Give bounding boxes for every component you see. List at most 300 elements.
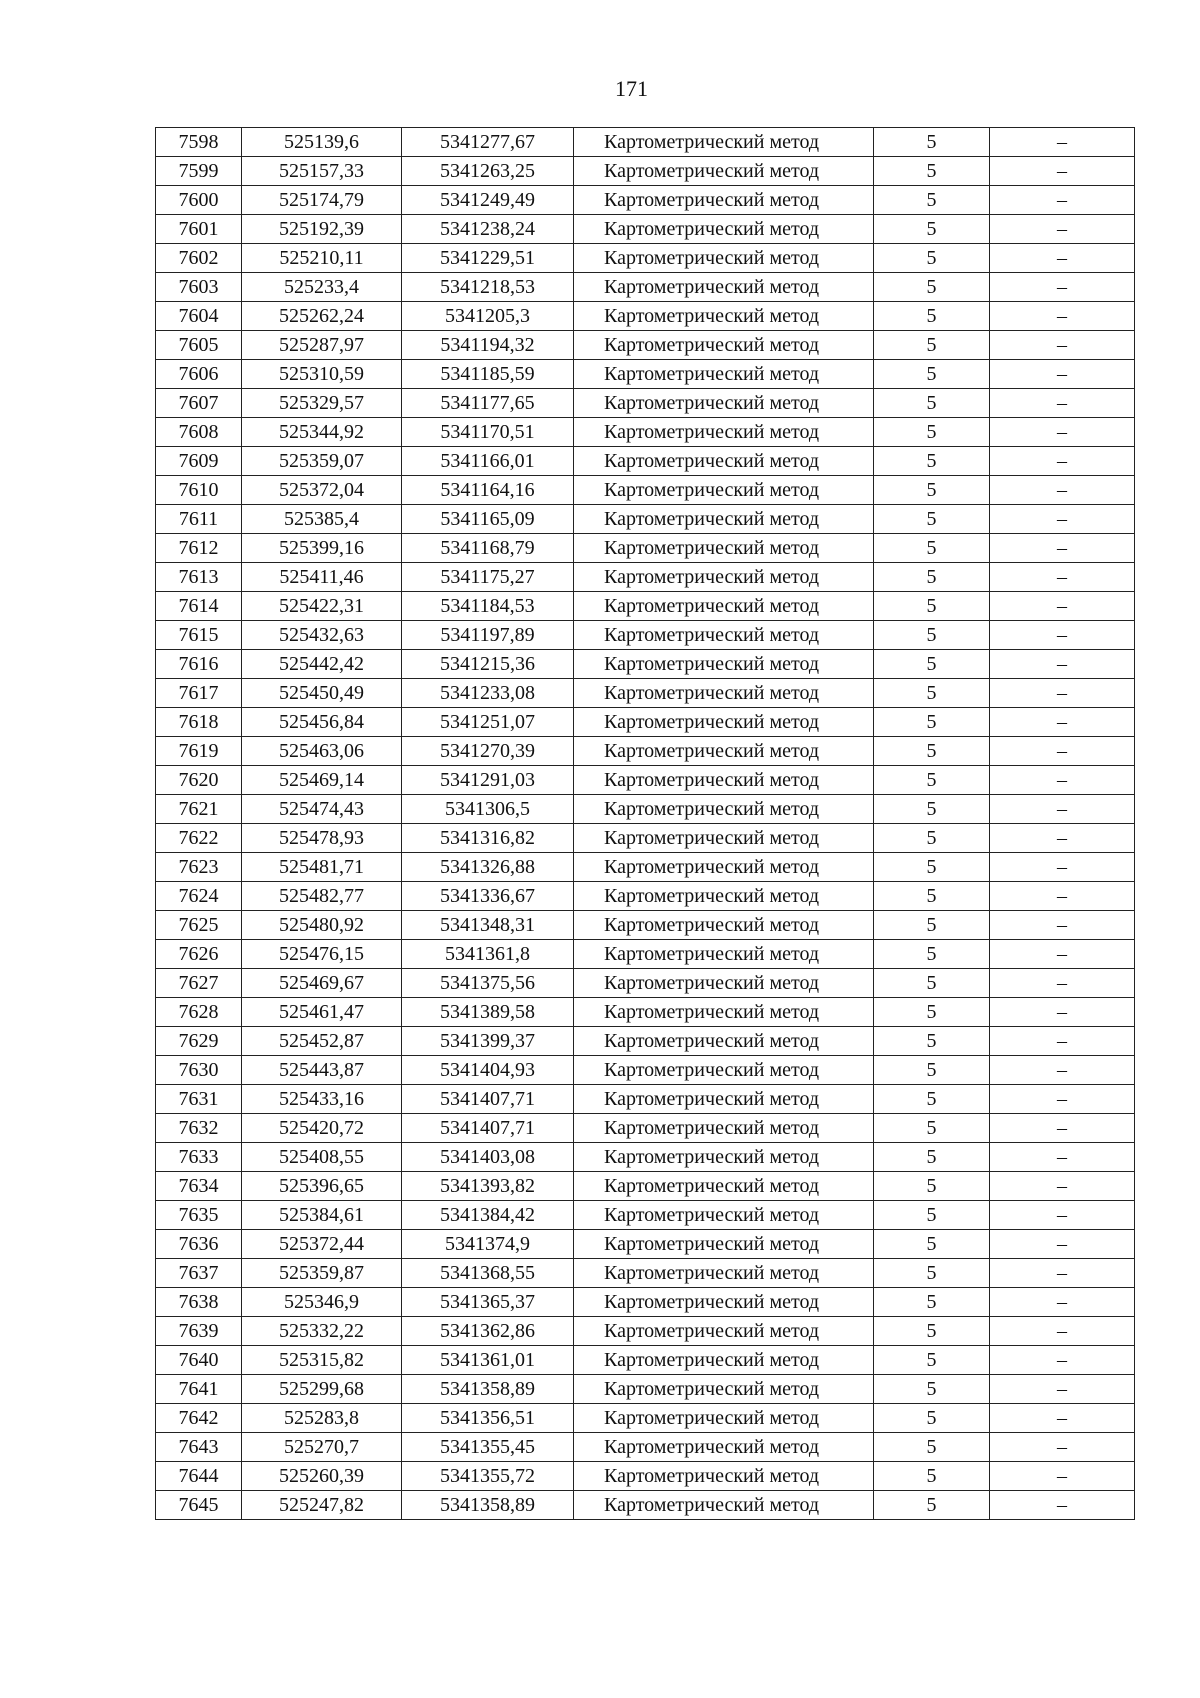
cell-point-number: 7608: [156, 418, 242, 447]
cell-coord-x: 525433,16: [242, 1085, 402, 1114]
table-row: [156, 418, 1135, 447]
cell-point-number: 7628: [156, 998, 242, 1027]
cell-point-number: 7639: [156, 1317, 242, 1346]
cell-coord-y: 5341164,16: [402, 476, 574, 505]
cell-accuracy: 5: [874, 1230, 990, 1259]
table-row: [156, 1172, 1135, 1201]
cell-coord-y: 5341358,89: [402, 1375, 574, 1404]
table-row: [156, 302, 1135, 331]
cell-accuracy: 5: [874, 360, 990, 389]
cell-coord-x: 525270,7: [242, 1433, 402, 1462]
table-row: [156, 969, 1135, 998]
table-row: [156, 1085, 1135, 1114]
cell-coord-x: 525329,57: [242, 389, 402, 418]
cell-coord-y: 5341355,45: [402, 1433, 574, 1462]
cell-coord-x: 525442,42: [242, 650, 402, 679]
cell-method: Картометрический метод: [574, 1027, 874, 1056]
cell-coord-x: 525411,46: [242, 563, 402, 592]
cell-method: Картометрический метод: [574, 1172, 874, 1201]
cell-note: –: [990, 824, 1135, 853]
cell-coord-x: 525315,82: [242, 1346, 402, 1375]
cell-accuracy: 5: [874, 1172, 990, 1201]
cell-coord-x: 525157,33: [242, 157, 402, 186]
cell-accuracy: 5: [874, 824, 990, 853]
cell-point-number: 7603: [156, 273, 242, 302]
cell-coord-y: 5341326,88: [402, 853, 574, 882]
cell-accuracy: 5: [874, 1375, 990, 1404]
table-row: [156, 1375, 1135, 1404]
cell-coord-y: 5341170,51: [402, 418, 574, 447]
table-row: [156, 1288, 1135, 1317]
cell-coord-x: 525476,15: [242, 940, 402, 969]
cell-method: Картометрический метод: [574, 331, 874, 360]
cell-method: Картометрический метод: [574, 302, 874, 331]
table-row: [156, 505, 1135, 534]
cell-coord-x: 525299,68: [242, 1375, 402, 1404]
cell-method: Картометрический метод: [574, 1230, 874, 1259]
cell-note: –: [990, 1143, 1135, 1172]
cell-point-number: 7629: [156, 1027, 242, 1056]
table-row: [156, 1404, 1135, 1433]
cell-note: –: [990, 302, 1135, 331]
cell-point-number: 7605: [156, 331, 242, 360]
cell-point-number: 7619: [156, 737, 242, 766]
cell-note: –: [990, 1230, 1135, 1259]
cell-note: –: [990, 1288, 1135, 1317]
cell-note: –: [990, 621, 1135, 650]
cell-note: –: [990, 1346, 1135, 1375]
cell-accuracy: 5: [874, 621, 990, 650]
cell-coord-y: 5341393,82: [402, 1172, 574, 1201]
cell-coord-x: 525174,79: [242, 186, 402, 215]
table-row: [156, 708, 1135, 737]
cell-coord-y: 5341316,82: [402, 824, 574, 853]
cell-point-number: 7622: [156, 824, 242, 853]
table-row: [156, 766, 1135, 795]
cell-note: –: [990, 882, 1135, 911]
cell-point-number: 7615: [156, 621, 242, 650]
cell-note: –: [990, 853, 1135, 882]
cell-coord-x: 525480,92: [242, 911, 402, 940]
cell-accuracy: 5: [874, 1114, 990, 1143]
cell-point-number: 7613: [156, 563, 242, 592]
cell-method: Картометрический метод: [574, 1404, 874, 1433]
cell-accuracy: 5: [874, 940, 990, 969]
cell-point-number: 7640: [156, 1346, 242, 1375]
cell-accuracy: 5: [874, 128, 990, 157]
table-row: [156, 563, 1135, 592]
cell-accuracy: 5: [874, 1056, 990, 1085]
cell-point-number: 7609: [156, 447, 242, 476]
cell-method: Картометрический метод: [574, 1085, 874, 1114]
table-row: [156, 1056, 1135, 1085]
cell-coord-x: 525443,87: [242, 1056, 402, 1085]
cell-point-number: 7620: [156, 766, 242, 795]
cell-coord-y: 5341358,89: [402, 1491, 574, 1520]
cell-point-number: 7614: [156, 592, 242, 621]
cell-point-number: 7600: [156, 186, 242, 215]
cell-method: Картометрический метод: [574, 621, 874, 650]
cell-point-number: 7633: [156, 1143, 242, 1172]
cell-note: –: [990, 1433, 1135, 1462]
cell-accuracy: 5: [874, 331, 990, 360]
cell-coord-y: 5341407,71: [402, 1114, 574, 1143]
cell-coord-x: 525260,39: [242, 1462, 402, 1491]
cell-method: Картометрический метод: [574, 1375, 874, 1404]
cell-coord-x: 525233,4: [242, 273, 402, 302]
cell-coord-y: 5341175,27: [402, 563, 574, 592]
cell-accuracy: 5: [874, 1433, 990, 1462]
cell-accuracy: 5: [874, 476, 990, 505]
table-row: [156, 911, 1135, 940]
cell-method: Картометрический метод: [574, 1259, 874, 1288]
cell-point-number: 7616: [156, 650, 242, 679]
cell-coord-x: 525192,39: [242, 215, 402, 244]
cell-coord-x: 525432,63: [242, 621, 402, 650]
cell-point-number: 7645: [156, 1491, 242, 1520]
table-row: [156, 476, 1135, 505]
cell-coord-y: 5341168,79: [402, 534, 574, 563]
table-row: [156, 186, 1135, 215]
table-row: [156, 853, 1135, 882]
cell-method: Картометрический метод: [574, 128, 874, 157]
cell-point-number: 7623: [156, 853, 242, 882]
cell-coord-x: 525247,82: [242, 1491, 402, 1520]
cell-coord-y: 5341374,9: [402, 1230, 574, 1259]
cell-note: –: [990, 1259, 1135, 1288]
cell-method: Картометрический метод: [574, 447, 874, 476]
cell-accuracy: 5: [874, 911, 990, 940]
cell-point-number: 7598: [156, 128, 242, 157]
cell-coord-y: 5341166,01: [402, 447, 574, 476]
coordinates-table-body: [156, 128, 1135, 1520]
cell-coord-x: 525452,87: [242, 1027, 402, 1056]
cell-coord-y: 5341197,89: [402, 621, 574, 650]
cell-accuracy: 5: [874, 1462, 990, 1491]
cell-coord-y: 5341249,49: [402, 186, 574, 215]
cell-point-number: 7617: [156, 679, 242, 708]
cell-method: Картометрический метод: [574, 592, 874, 621]
cell-note: –: [990, 737, 1135, 766]
cell-coord-y: 5341384,42: [402, 1201, 574, 1230]
table-row: [156, 1114, 1135, 1143]
cell-coord-x: 525359,87: [242, 1259, 402, 1288]
cell-method: Картометрический метод: [574, 418, 874, 447]
cell-method: Картометрический метод: [574, 766, 874, 795]
cell-accuracy: 5: [874, 650, 990, 679]
cell-note: –: [990, 1085, 1135, 1114]
table-row: [156, 215, 1135, 244]
table-row: [156, 592, 1135, 621]
cell-accuracy: 5: [874, 1259, 990, 1288]
cell-method: Картометрический метод: [574, 940, 874, 969]
cell-coord-y: 5341270,39: [402, 737, 574, 766]
table-row: [156, 621, 1135, 650]
cell-coord-x: 525461,47: [242, 998, 402, 1027]
cell-coord-x: 525422,31: [242, 592, 402, 621]
cell-coord-y: 5341336,67: [402, 882, 574, 911]
cell-point-number: 7624: [156, 882, 242, 911]
cell-coord-x: 525283,8: [242, 1404, 402, 1433]
cell-accuracy: 5: [874, 505, 990, 534]
table-row: [156, 1462, 1135, 1491]
cell-method: Картометрический метод: [574, 1346, 874, 1375]
cell-coord-y: 5341306,5: [402, 795, 574, 824]
table-row: [156, 331, 1135, 360]
cell-accuracy: 5: [874, 766, 990, 795]
cell-accuracy: 5: [874, 273, 990, 302]
cell-coord-y: 5341407,71: [402, 1085, 574, 1114]
cell-method: Картометрический метод: [574, 273, 874, 302]
cell-coord-y: 5341205,3: [402, 302, 574, 331]
cell-coord-y: 5341403,08: [402, 1143, 574, 1172]
cell-method: Картометрический метод: [574, 1288, 874, 1317]
cell-method: Картометрический метод: [574, 1056, 874, 1085]
cell-coord-x: 525139,6: [242, 128, 402, 157]
cell-method: Картометрический метод: [574, 157, 874, 186]
cell-accuracy: 5: [874, 1346, 990, 1375]
cell-note: –: [990, 795, 1135, 824]
cell-note: –: [990, 679, 1135, 708]
coordinates-table: [155, 127, 1135, 1520]
cell-note: –: [990, 331, 1135, 360]
cell-accuracy: 5: [874, 215, 990, 244]
cell-coord-x: 525420,72: [242, 1114, 402, 1143]
cell-accuracy: 5: [874, 882, 990, 911]
cell-point-number: 7606: [156, 360, 242, 389]
cell-coord-y: 5341361,8: [402, 940, 574, 969]
cell-method: Картометрический метод: [574, 882, 874, 911]
cell-point-number: 7612: [156, 534, 242, 563]
cell-coord-x: 525408,55: [242, 1143, 402, 1172]
cell-coord-y: 5341194,32: [402, 331, 574, 360]
cell-method: Картометрический метод: [574, 1462, 874, 1491]
cell-coord-x: 525346,9: [242, 1288, 402, 1317]
cell-coord-x: 525478,93: [242, 824, 402, 853]
cell-coord-y: 5341291,03: [402, 766, 574, 795]
cell-accuracy: 5: [874, 418, 990, 447]
cell-coord-x: 525287,97: [242, 331, 402, 360]
cell-note: –: [990, 1201, 1135, 1230]
cell-method: Картометрический метод: [574, 1201, 874, 1230]
cell-note: –: [990, 911, 1135, 940]
cell-method: Картометрический метод: [574, 853, 874, 882]
table-row: [156, 1346, 1135, 1375]
cell-point-number: 7631: [156, 1085, 242, 1114]
cell-coord-y: 5341368,55: [402, 1259, 574, 1288]
cell-coord-x: 525262,24: [242, 302, 402, 331]
cell-point-number: 7644: [156, 1462, 242, 1491]
cell-point-number: 7607: [156, 389, 242, 418]
cell-coord-x: 525474,43: [242, 795, 402, 824]
cell-method: Картометрический метод: [574, 1317, 874, 1346]
cell-point-number: 7634: [156, 1172, 242, 1201]
cell-accuracy: 5: [874, 563, 990, 592]
page-number: 171: [615, 76, 648, 101]
cell-note: –: [990, 418, 1135, 447]
table-row: [156, 795, 1135, 824]
cell-coord-x: 525210,11: [242, 244, 402, 273]
cell-note: –: [990, 998, 1135, 1027]
cell-method: Картометрический метод: [574, 795, 874, 824]
cell-coord-y: 5341362,86: [402, 1317, 574, 1346]
cell-accuracy: 5: [874, 708, 990, 737]
cell-method: Картометрический метод: [574, 679, 874, 708]
cell-note: –: [990, 534, 1135, 563]
cell-coord-y: 5341177,65: [402, 389, 574, 418]
cell-coord-y: 5341389,58: [402, 998, 574, 1027]
cell-point-number: 7610: [156, 476, 242, 505]
cell-method: Картометрический метод: [574, 824, 874, 853]
cell-coord-y: 5341356,51: [402, 1404, 574, 1433]
cell-method: Картометрический метод: [574, 505, 874, 534]
cell-point-number: 7641: [156, 1375, 242, 1404]
cell-accuracy: 5: [874, 302, 990, 331]
cell-note: –: [990, 1114, 1135, 1143]
cell-point-number: 7601: [156, 215, 242, 244]
cell-coord-y: 5341355,72: [402, 1462, 574, 1491]
cell-method: Картометрический метод: [574, 476, 874, 505]
cell-note: –: [990, 476, 1135, 505]
cell-point-number: 7626: [156, 940, 242, 969]
cell-accuracy: 5: [874, 186, 990, 215]
table-row: [156, 737, 1135, 766]
cell-coord-x: 525372,04: [242, 476, 402, 505]
cell-coord-x: 525344,92: [242, 418, 402, 447]
cell-method: Картометрический метод: [574, 737, 874, 766]
cell-accuracy: 5: [874, 592, 990, 621]
cell-coord-y: 5341348,31: [402, 911, 574, 940]
cell-accuracy: 5: [874, 1288, 990, 1317]
cell-method: Картометрический метод: [574, 1114, 874, 1143]
cell-coord-y: 5341399,37: [402, 1027, 574, 1056]
table-row: [156, 1201, 1135, 1230]
cell-note: –: [990, 1462, 1135, 1491]
cell-coord-y: 5341185,59: [402, 360, 574, 389]
cell-note: –: [990, 244, 1135, 273]
cell-point-number: 7637: [156, 1259, 242, 1288]
table-row: [156, 998, 1135, 1027]
cell-coord-y: 5341361,01: [402, 1346, 574, 1375]
cell-accuracy: 5: [874, 969, 990, 998]
table-row: [156, 1317, 1135, 1346]
cell-coord-y: 5341263,25: [402, 157, 574, 186]
cell-note: –: [990, 505, 1135, 534]
cell-coord-x: 525372,44: [242, 1230, 402, 1259]
cell-note: –: [990, 128, 1135, 157]
cell-method: Картометрический метод: [574, 215, 874, 244]
table-row: [156, 1143, 1135, 1172]
cell-accuracy: 5: [874, 244, 990, 273]
cell-accuracy: 5: [874, 795, 990, 824]
cell-method: Картометрический метод: [574, 708, 874, 737]
cell-method: Картометрический метод: [574, 244, 874, 273]
cell-accuracy: 5: [874, 1027, 990, 1056]
cell-note: –: [990, 766, 1135, 795]
cell-note: –: [990, 273, 1135, 302]
cell-accuracy: 5: [874, 1201, 990, 1230]
cell-accuracy: 5: [874, 1491, 990, 1520]
cell-method: Картометрический метод: [574, 1491, 874, 1520]
cell-method: Картометрический метод: [574, 1433, 874, 1462]
cell-method: Картометрический метод: [574, 969, 874, 998]
cell-method: Картометрический метод: [574, 534, 874, 563]
cell-coord-x: 525359,07: [242, 447, 402, 476]
cell-note: –: [990, 1375, 1135, 1404]
cell-note: –: [990, 157, 1135, 186]
cell-method: Картометрический метод: [574, 650, 874, 679]
cell-coord-x: 525456,84: [242, 708, 402, 737]
table-row: [156, 940, 1135, 969]
cell-accuracy: 5: [874, 1143, 990, 1172]
cell-point-number: 7621: [156, 795, 242, 824]
cell-coord-y: 5341165,09: [402, 505, 574, 534]
cell-point-number: 7636: [156, 1230, 242, 1259]
cell-coord-x: 525450,49: [242, 679, 402, 708]
cell-point-number: 7602: [156, 244, 242, 273]
cell-note: –: [990, 592, 1135, 621]
table-row: [156, 360, 1135, 389]
cell-point-number: 7618: [156, 708, 242, 737]
cell-note: –: [990, 1172, 1135, 1201]
cell-coord-x: 525469,67: [242, 969, 402, 998]
cell-point-number: 7632: [156, 1114, 242, 1143]
cell-point-number: 7611: [156, 505, 242, 534]
table-row: [156, 273, 1135, 302]
cell-point-number: 7635: [156, 1201, 242, 1230]
cell-coord-x: 525482,77: [242, 882, 402, 911]
cell-accuracy: 5: [874, 1317, 990, 1346]
table-row: [156, 1027, 1135, 1056]
cell-note: –: [990, 708, 1135, 737]
cell-note: –: [990, 1491, 1135, 1520]
cell-point-number: 7630: [156, 1056, 242, 1085]
table-row: [156, 650, 1135, 679]
cell-method: Картометрический метод: [574, 911, 874, 940]
cell-coord-y: 5341365,37: [402, 1288, 574, 1317]
cell-note: –: [990, 215, 1135, 244]
cell-coord-y: 5341375,56: [402, 969, 574, 998]
table-row: [156, 157, 1135, 186]
table-row: [156, 389, 1135, 418]
cell-note: –: [990, 940, 1135, 969]
cell-point-number: 7625: [156, 911, 242, 940]
cell-note: –: [990, 1027, 1135, 1056]
cell-method: Картометрический метод: [574, 1143, 874, 1172]
table-row: [156, 824, 1135, 853]
cell-point-number: 7643: [156, 1433, 242, 1462]
cell-coord-y: 5341251,07: [402, 708, 574, 737]
cell-note: –: [990, 186, 1135, 215]
cell-accuracy: 5: [874, 1085, 990, 1114]
cell-coord-x: 525384,61: [242, 1201, 402, 1230]
cell-accuracy: 5: [874, 998, 990, 1027]
cell-point-number: 7642: [156, 1404, 242, 1433]
cell-accuracy: 5: [874, 389, 990, 418]
cell-note: –: [990, 389, 1135, 418]
cell-coord-x: 525399,16: [242, 534, 402, 563]
table-row: [156, 244, 1135, 273]
cell-accuracy: 5: [874, 157, 990, 186]
table-row: [156, 447, 1135, 476]
table-row: [156, 534, 1135, 563]
cell-note: –: [990, 1404, 1135, 1433]
cell-coord-x: 525310,59: [242, 360, 402, 389]
cell-accuracy: 5: [874, 679, 990, 708]
table-row: [156, 1433, 1135, 1462]
cell-coord-y: 5341184,53: [402, 592, 574, 621]
cell-note: –: [990, 447, 1135, 476]
